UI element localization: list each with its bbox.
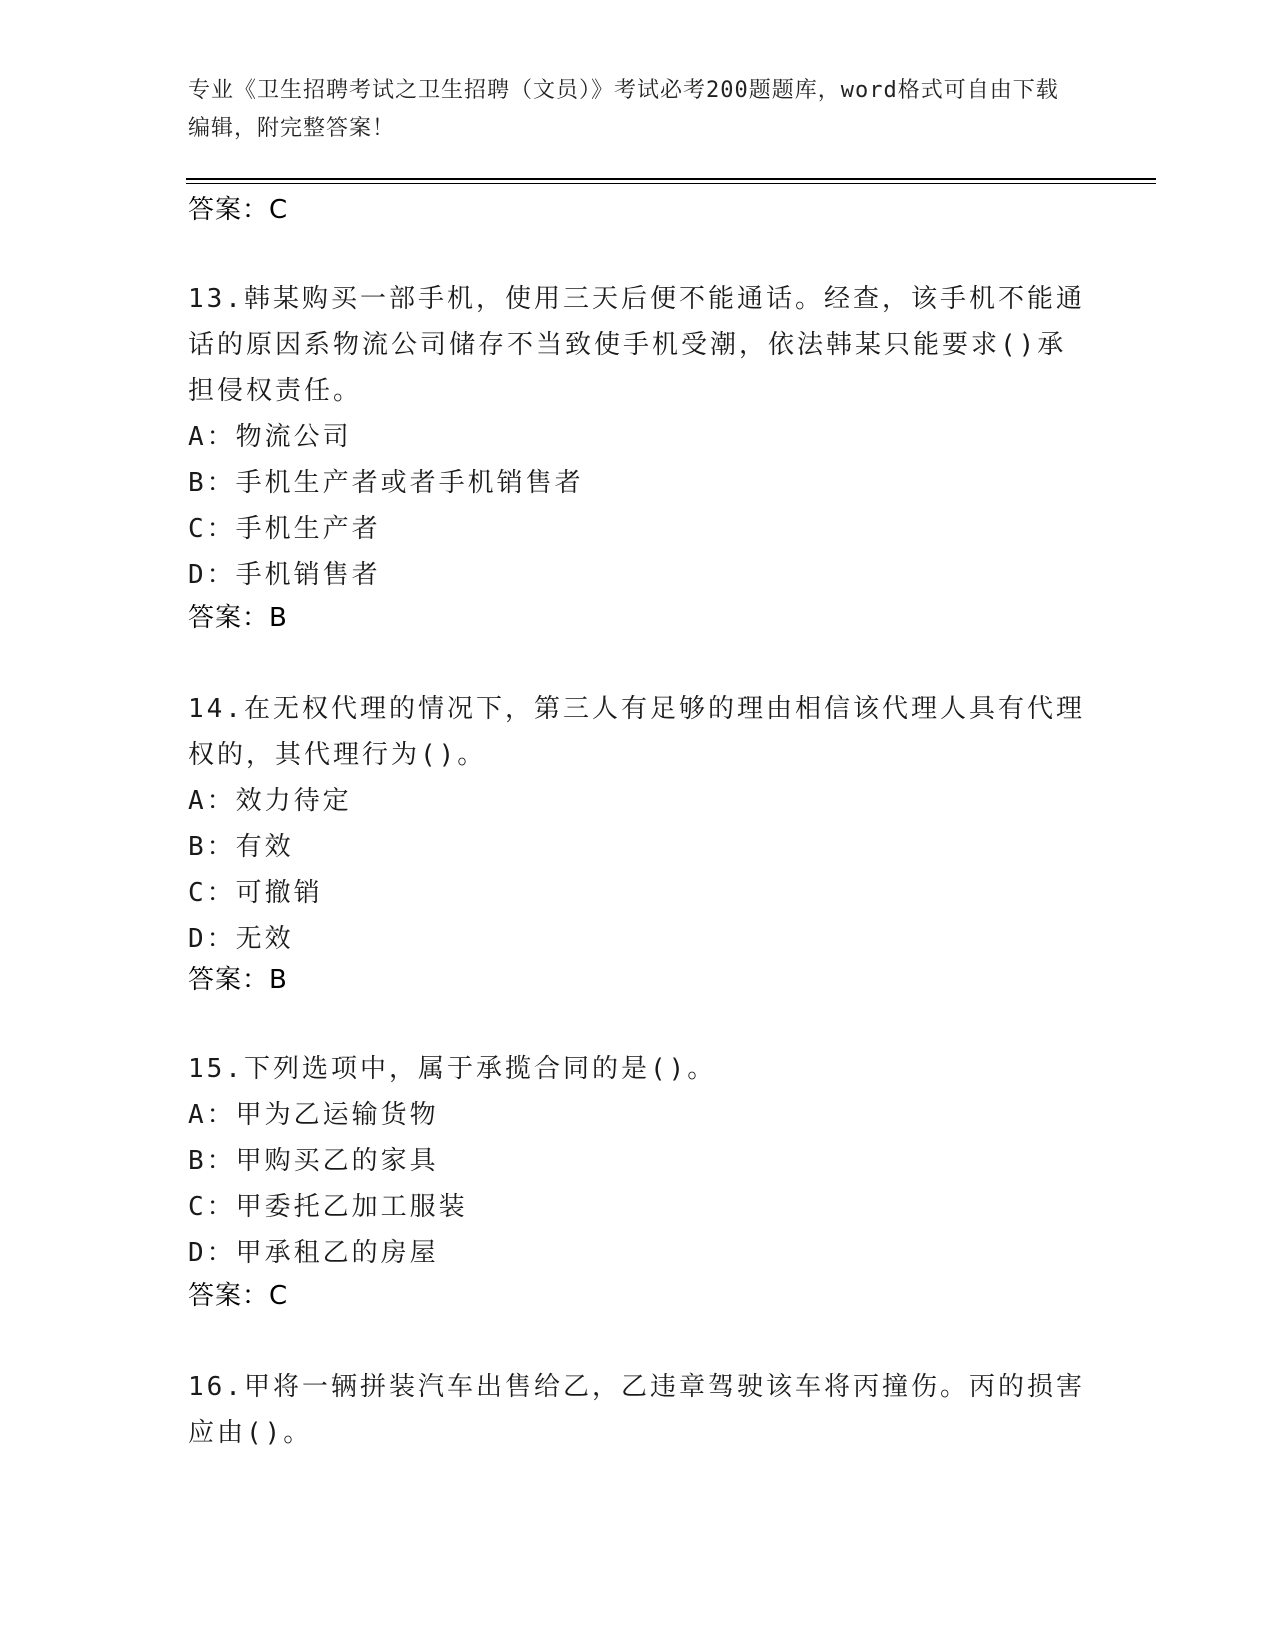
- option-c: C：可撤销: [188, 878, 323, 908]
- answer-q14: 答案：B: [188, 965, 288, 995]
- question-stem: 13.韩某购买一部手机，使用三天后便不能通话。经查，该手机不能通话的原因系物流公司储存不当致使手机受潮，依法韩某只能要求()承担侵权责任。: [188, 284, 1085, 406]
- option-a: A：甲为乙运输货物: [188, 1100, 439, 1130]
- option-a: A：物流公司: [188, 422, 352, 452]
- question-15: [188, 1046, 1088, 1276]
- question-stem: 16.甲将一辆拼装汽车出售给乙，乙违章驾驶该车将丙撞伤。丙的损害应由()。: [188, 1372, 1085, 1448]
- option-a: A：效力待定: [188, 786, 352, 816]
- option-b: B：有效: [188, 832, 294, 862]
- option-d: D：甲承租乙的房屋: [188, 1238, 439, 1268]
- option-c: C：手机生产者: [188, 514, 381, 544]
- header-rule-thin: [186, 183, 1156, 184]
- question-14: [188, 686, 1088, 962]
- question-16: [188, 1364, 1088, 1456]
- option-d: D：手机销售者: [188, 560, 381, 590]
- answer-q13: 答案：B: [188, 603, 288, 633]
- header-rule-thick: [186, 178, 1156, 180]
- answer-q15: 答案：C: [188, 1281, 289, 1311]
- page-header: 专业《卫生招聘考试之卫生招聘（文员）》考试必考200题题库，word格式可自由下载编辑，附完整答案！: [188, 78, 1059, 141]
- option-d: D：无效: [188, 924, 294, 954]
- answer-q12: 答案：C: [188, 195, 289, 225]
- question-13: [188, 276, 1088, 598]
- question-stem: 15.下列选项中，属于承揽合同的是()。: [188, 1054, 717, 1084]
- option-b: B：甲购买乙的家具: [188, 1146, 439, 1176]
- option-b: B：手机生产者或者手机销售者: [188, 468, 584, 498]
- question-stem: 14.在无权代理的情况下，第三人有足够的理由相信该代理人具有代理权的，其代理行为()。: [188, 694, 1085, 770]
- option-c: C：甲委托乙加工服装: [188, 1192, 468, 1222]
